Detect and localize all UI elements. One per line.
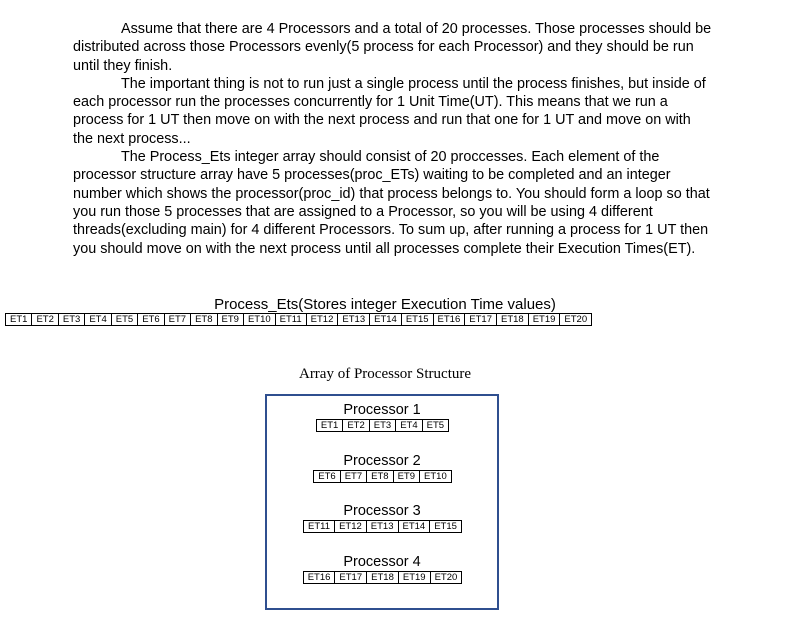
processor-cell: ET1	[316, 419, 343, 432]
array-cell: ET14	[369, 313, 402, 326]
array-cell: ET17	[464, 313, 497, 326]
problem-statement	[73, 20, 713, 258]
processor-cell: ET4	[395, 419, 422, 432]
processor-cell: ET2	[342, 419, 369, 432]
processor-cell: ET17	[334, 571, 367, 584]
processor-cell: ET8	[366, 470, 393, 483]
processor-cell: ET12	[334, 520, 367, 533]
array-cell: ET7	[164, 313, 191, 326]
array-cell: ET3	[58, 313, 85, 326]
processor-cell: ET19	[398, 571, 431, 584]
processor-cell: ET18	[366, 571, 399, 584]
array-cell: ET19	[528, 313, 561, 326]
paragraph-2: The important thing is not to run just a single process until the process finishes, but inside of each processor run the processes concurrently for 1 Unit Time(UT). This means that we run a process for 1 UT then move on with the next process and run that one for 1 UT and move on with the next process...	[73, 75, 706, 147]
processor-title: Processor 2	[343, 453, 421, 469]
processor-cell: ET3	[369, 419, 396, 432]
processor-2	[267, 453, 497, 483]
processor-title: Processor 3	[343, 503, 421, 519]
paragraph-1: Assume that there are 4 Processors and a total of 20 processes. Those processes should be distributed across those Processors evenly(5 process for each Processor) and they should be run until they finish.	[73, 21, 712, 74]
array-cell: ET8	[190, 313, 217, 326]
processor-cell: ET6	[313, 470, 340, 483]
structure-caption: Array of Processor Structure	[298, 366, 472, 382]
processor-cell: ET14	[398, 520, 431, 533]
array-cell: ET16	[433, 313, 466, 326]
processor-title: Processor 1	[343, 402, 421, 418]
process-ets-caption: Process_Ets(Stores integer Execution Time values)	[214, 296, 556, 313]
processor-cell: ET9	[393, 470, 420, 483]
array-cell: ET2	[31, 313, 58, 326]
processor-structure-box	[265, 394, 499, 610]
array-cell: ET5	[111, 313, 138, 326]
array-cell: ET6	[137, 313, 164, 326]
process-ets-array	[5, 313, 591, 326]
processor-cell: ET10	[419, 470, 452, 483]
processor-cell: ET16	[303, 571, 336, 584]
paragraph-3: The Process_Ets integer array should consist of 20 proccesses. Each element of the processor structure array have 5 processes(proc_ETs) waiting to be completed and an integer number which shows the processor(proc_id) that process belongs to. You should form a loop so that you run those 5 processes that are assigned to a Processor, so you will be using 4 different threads(excluding main) for 4 different Processors. To sum up, after running a process for 1 UT then you should move on with the next process until all processes complete their Execution Times(ET).	[73, 149, 710, 257]
array-cell: ET10	[243, 313, 276, 326]
processor-cell: ET7	[340, 470, 367, 483]
array-cell: ET15	[401, 313, 434, 326]
processor-title: Processor 4	[343, 554, 421, 570]
processor-4	[267, 554, 497, 584]
array-cell: ET20	[559, 313, 592, 326]
array-cell: ET11	[275, 313, 307, 326]
array-cell: ET18	[496, 313, 529, 326]
array-cell: ET13	[337, 313, 370, 326]
array-cell: ET4	[84, 313, 111, 326]
processor-cell: ET5	[422, 419, 449, 432]
processor-cell: ET11	[303, 520, 335, 533]
processor-1	[267, 402, 497, 432]
array-cell: ET12	[306, 313, 339, 326]
array-cell: ET9	[217, 313, 244, 326]
processor-cell: ET13	[366, 520, 399, 533]
processor-cell: ET15	[429, 520, 462, 533]
processor-cell: ET20	[430, 571, 463, 584]
processor-3	[267, 503, 497, 533]
array-cell: ET1	[5, 313, 32, 326]
